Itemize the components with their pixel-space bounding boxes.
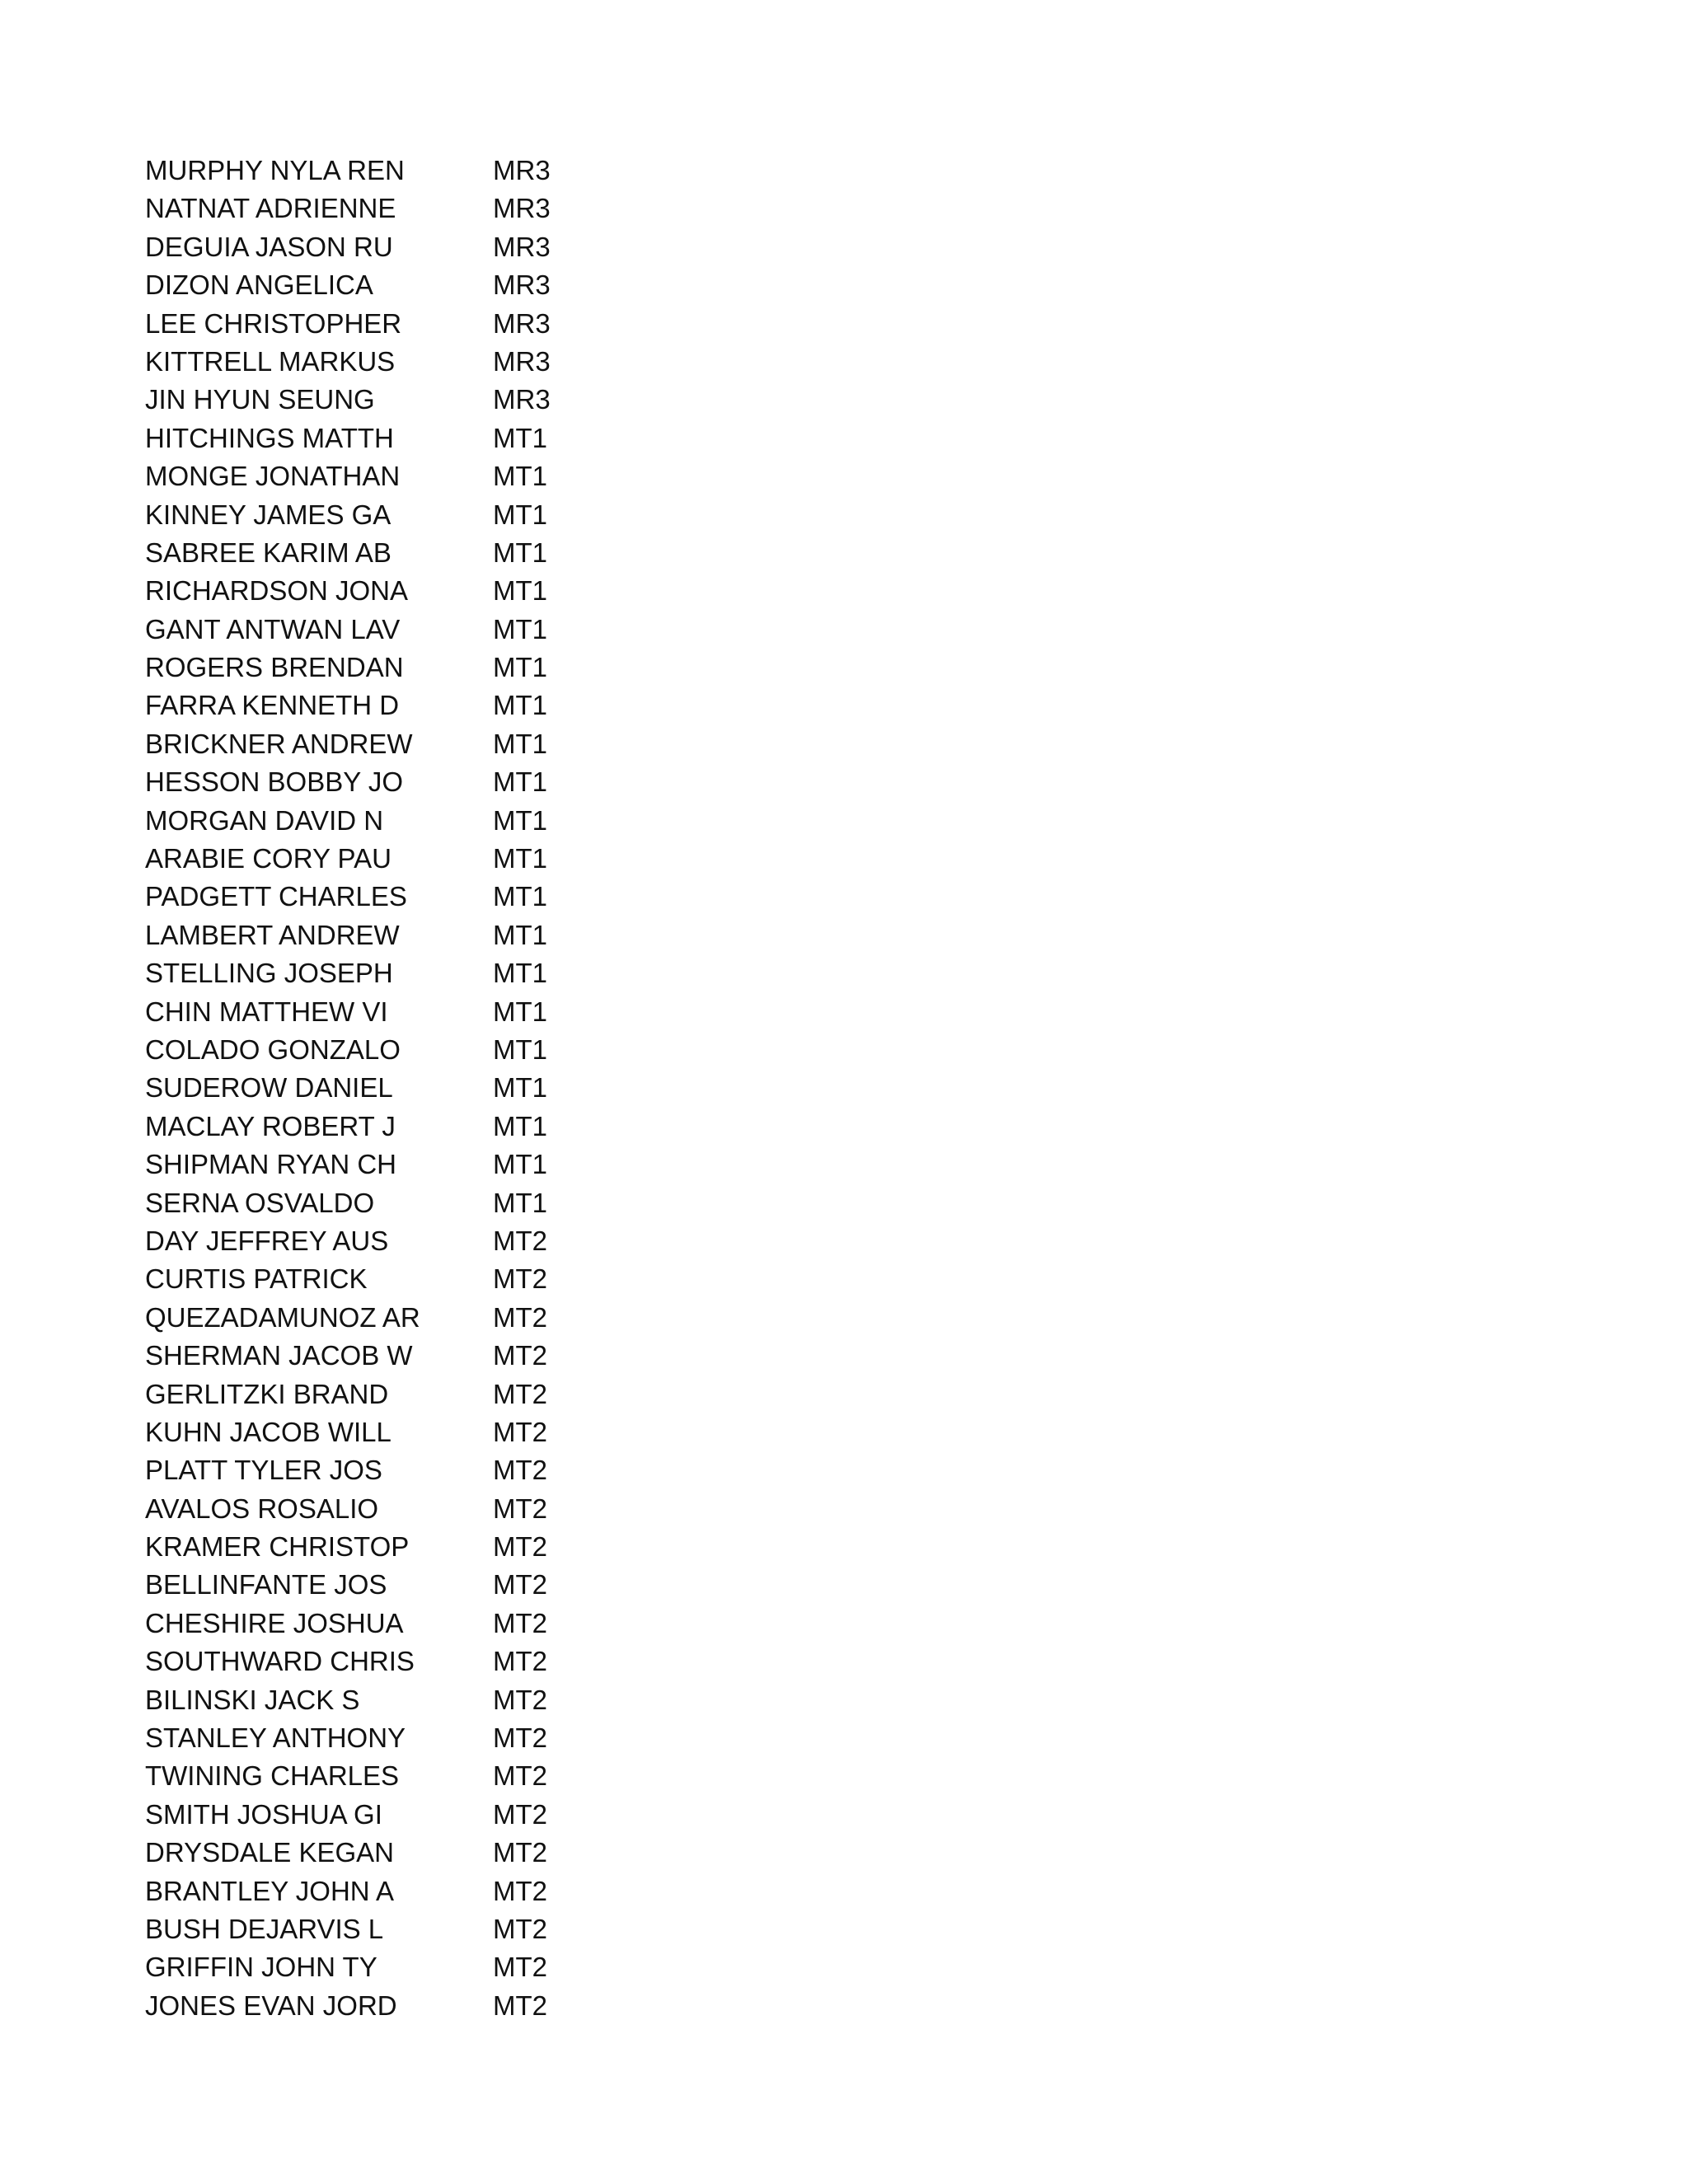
- person-name: MURPHY NYLA REN: [145, 155, 405, 185]
- person-name: SHIPMAN RYAN CH: [145, 1149, 396, 1180]
- person-name: COLADO GONZALO: [145, 1033, 401, 1065]
- rate-code: MT2: [493, 1569, 547, 1601]
- rate-code: MT1: [493, 1033, 547, 1065]
- list-item: [145, 993, 640, 1031]
- person-name: CURTIS PATRICK: [145, 1263, 368, 1295]
- list-item: [145, 152, 640, 190]
- person-name: KITTRELL MARKUS: [145, 345, 396, 377]
- rate-code: MT1: [493, 958, 547, 989]
- name-code-list: [145, 152, 640, 2025]
- rate-code: MT2: [493, 1952, 547, 1983]
- person-name: PLATT TYLER JOS: [145, 1455, 382, 1486]
- rate-code: MT1: [493, 881, 547, 912]
- rate-code: MT1: [493, 843, 547, 874]
- list-item: [145, 1031, 640, 1069]
- person-name: STELLING JOSEPH: [145, 958, 393, 989]
- rate-code: MT2: [493, 1607, 547, 1638]
- list-item: [145, 343, 640, 381]
- person-name: DRYSDALE KEGAN: [145, 1837, 394, 1868]
- list-item: [145, 1337, 640, 1375]
- list-item: [145, 381, 640, 419]
- person-name: GERLITZKI BRAND: [145, 1378, 389, 1409]
- rate-code: MT1: [493, 1187, 547, 1218]
- list-item: [145, 1451, 640, 1489]
- person-name: RICHARDSON JONA: [145, 575, 409, 607]
- person-name: BILINSKI JACK S: [145, 1684, 360, 1715]
- person-name: CHESHIRE JOSHUA: [145, 1607, 404, 1638]
- rate-code: MT2: [493, 1913, 547, 1944]
- rate-code: MT2: [493, 1416, 547, 1447]
- person-name: ROGERS BRENDAN: [145, 652, 404, 683]
- person-name: BRICKNER ANDREW: [145, 728, 413, 759]
- list-item: [145, 1910, 640, 1948]
- person-name: JIN HYUN SEUNG: [145, 384, 375, 415]
- list-item: [145, 802, 640, 840]
- person-name: KINNEY JAMES GA: [145, 499, 392, 530]
- rate-code: MT2: [493, 1301, 547, 1333]
- person-name: HESSON BOBBY JO: [145, 766, 403, 798]
- person-name: JONES EVAN JORD: [145, 1990, 397, 2021]
- list-item: [145, 1413, 640, 1451]
- list-item: [145, 1069, 640, 1107]
- list-item: [145, 266, 640, 304]
- rate-code: MT2: [493, 1646, 547, 1677]
- rate-code: MT1: [493, 461, 547, 492]
- person-name: PADGETT CHARLES: [145, 881, 407, 912]
- list-item: [145, 725, 640, 763]
- rate-code: MT2: [493, 1340, 547, 1371]
- person-name: GRIFFIN JOHN TY: [145, 1952, 377, 1983]
- rate-code: MT1: [493, 919, 547, 950]
- rate-code: MR3: [493, 193, 551, 224]
- list-item: [145, 1222, 640, 1260]
- person-name: NATNAT ADRIENNE: [145, 193, 396, 224]
- person-name: BUSH DEJARVIS L: [145, 1913, 384, 1944]
- list-item: [145, 1108, 640, 1146]
- person-name: SUDEROW DANIEL: [145, 1072, 393, 1104]
- rate-code: MR3: [493, 307, 551, 339]
- list-item: [145, 572, 640, 610]
- rate-code: MT1: [493, 537, 547, 568]
- list-item: [145, 496, 640, 534]
- list-item: [145, 1987, 640, 2025]
- person-name: MACLAY ROBERT J: [145, 1110, 396, 1141]
- rate-code: MT2: [493, 1378, 547, 1409]
- person-name: SHERMAN JACOB W: [145, 1340, 413, 1371]
- list-item: [145, 1146, 640, 1183]
- list-item: [145, 840, 640, 878]
- list-item: [145, 611, 640, 649]
- rate-code: MT2: [493, 1493, 547, 1524]
- list-item: [145, 228, 640, 266]
- person-name: TWINING CHARLES: [145, 1760, 400, 1792]
- list-item: [145, 1872, 640, 1910]
- person-name: LAMBERT ANDREW: [145, 919, 400, 950]
- list-item: [145, 1605, 640, 1643]
- person-name: SABREE KARIM AB: [145, 537, 392, 568]
- rate-code: MR3: [493, 155, 551, 185]
- person-name: DEGUIA JASON RU: [145, 231, 393, 262]
- list-item: [145, 1643, 640, 1680]
- person-name: SOUTHWARD CHRIS: [145, 1646, 415, 1677]
- person-name: KRAMER CHRISTOP: [145, 1531, 410, 1563]
- rate-code: MT1: [493, 575, 547, 607]
- person-name: MORGAN DAVID N: [145, 804, 384, 836]
- list-item: [145, 1719, 640, 1757]
- list-item: [145, 419, 640, 457]
- rate-code: MT1: [493, 1110, 547, 1141]
- rate-code: MT1: [493, 728, 547, 759]
- list-item: [145, 1299, 640, 1337]
- list-item: [145, 1490, 640, 1528]
- list-item: [145, 1796, 640, 1834]
- person-name: HITCHINGS MATTH: [145, 422, 394, 453]
- list-item: [145, 1681, 640, 1719]
- person-name: DAY JEFFREY AUS: [145, 1225, 389, 1256]
- rate-code: MT2: [493, 1798, 547, 1830]
- rate-code: MT1: [493, 652, 547, 683]
- person-name: QUEZADAMUNOZ AR: [145, 1301, 420, 1333]
- rate-code: MT1: [493, 690, 547, 721]
- rate-code: MT2: [493, 1875, 547, 1906]
- person-name: BELLINFANTE JOS: [145, 1569, 387, 1601]
- rate-code: MT1: [493, 499, 547, 530]
- list-item: [145, 1376, 640, 1413]
- list-item: [145, 649, 640, 687]
- person-name: AVALOS ROSALIO: [145, 1493, 379, 1524]
- list-item: [145, 916, 640, 954]
- rate-code: MR3: [493, 345, 551, 377]
- rate-code: MR3: [493, 231, 551, 262]
- list-item: [145, 763, 640, 801]
- rate-code: MR3: [493, 269, 551, 301]
- list-item: [145, 954, 640, 992]
- rate-code: MR3: [493, 384, 551, 415]
- person-name: SMITH JOSHUA GI: [145, 1798, 382, 1830]
- list-item: [145, 457, 640, 495]
- list-item: [145, 1834, 640, 1872]
- person-name: GANT ANTWAN LAV: [145, 613, 401, 644]
- list-item: [145, 1260, 640, 1298]
- person-name: ARABIE CORY PAU: [145, 843, 392, 874]
- person-name: LEE CHRISTOPHER: [145, 307, 402, 339]
- list-item: [145, 1528, 640, 1566]
- person-name: DIZON ANGELICA: [145, 269, 373, 301]
- rate-code: MT2: [493, 1722, 547, 1754]
- person-name: KUHN JACOB WILL: [145, 1416, 392, 1447]
- list-item: [145, 305, 640, 343]
- rate-code: MT2: [493, 1684, 547, 1715]
- list-item: [145, 1757, 640, 1795]
- rate-code: MT2: [493, 1455, 547, 1486]
- rate-code: MT2: [493, 1760, 547, 1792]
- person-name: STANLEY ANTHONY: [145, 1722, 406, 1754]
- person-name: MONGE JONATHAN: [145, 461, 401, 492]
- list-item: [145, 534, 640, 572]
- list-item: [145, 687, 640, 724]
- list-item: [145, 1184, 640, 1222]
- person-name: CHIN MATTHEW VI: [145, 996, 388, 1027]
- rate-code: MT1: [493, 996, 547, 1027]
- person-name: SERNA OSVALDO: [145, 1187, 375, 1218]
- rate-code: MT2: [493, 1837, 547, 1868]
- rate-code: MT2: [493, 1263, 547, 1295]
- rate-code: MT1: [493, 766, 547, 798]
- list-item: [145, 1948, 640, 1986]
- rate-code: MT1: [493, 1072, 547, 1104]
- list-item: [145, 1566, 640, 1604]
- person-name: FARRA KENNETH D: [145, 690, 400, 721]
- rate-code: MT1: [493, 422, 547, 453]
- list-item: [145, 190, 640, 227]
- rate-code: MT2: [493, 1531, 547, 1563]
- rate-code: MT1: [493, 1149, 547, 1180]
- rate-code: MT1: [493, 613, 547, 644]
- list-item: [145, 878, 640, 916]
- rate-code: MT1: [493, 804, 547, 836]
- person-name: BRANTLEY JOHN A: [145, 1875, 394, 1906]
- rate-code: MT2: [493, 1990, 547, 2021]
- rate-code: MT2: [493, 1225, 547, 1256]
